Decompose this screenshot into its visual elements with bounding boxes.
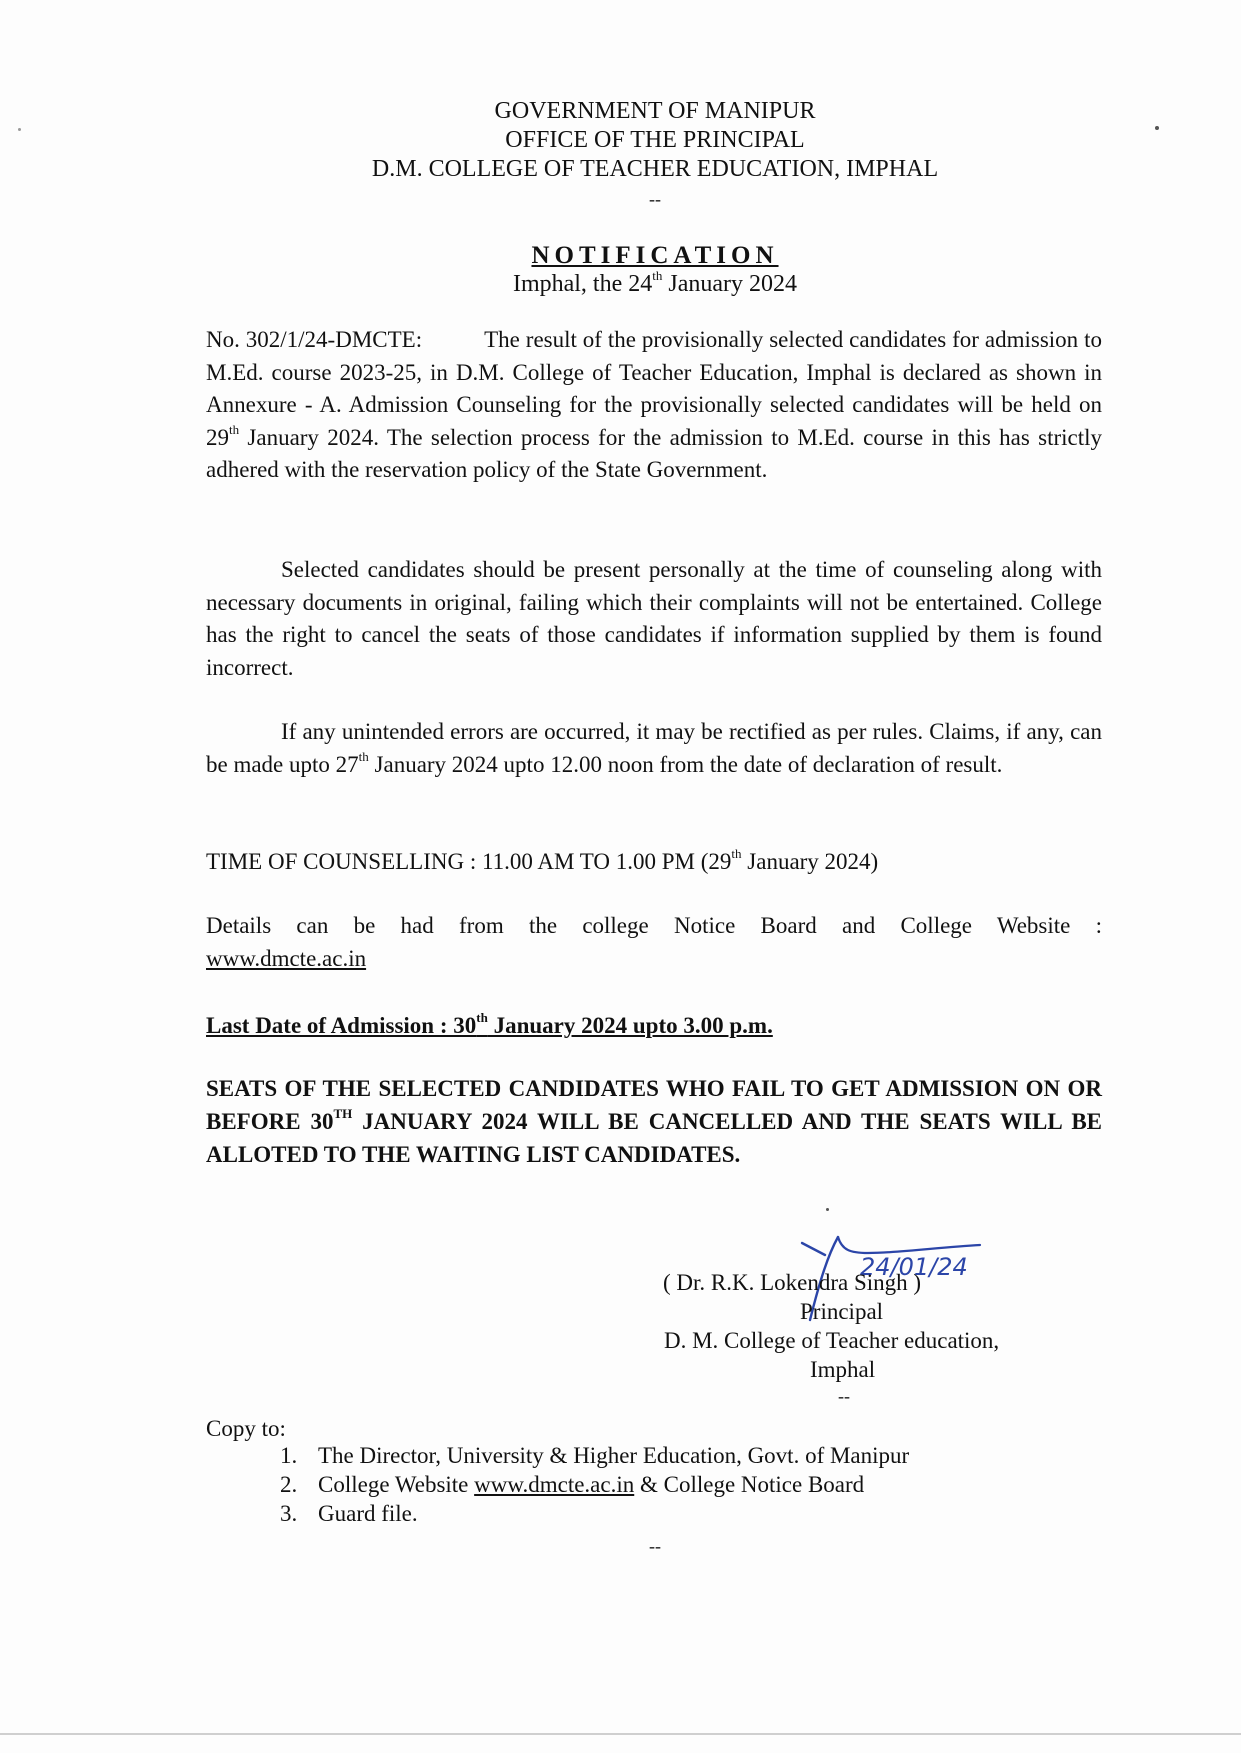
signature-date: 24/01/24 [860, 1253, 968, 1281]
list-item: 3. Guard file. [280, 1501, 418, 1526]
last-date-of-admission: Last Date of Admission : 30th January 2024 upto 3.00 p.m. [206, 1010, 773, 1038]
bottom-edge [0, 1733, 1241, 1735]
website-link[interactable]: www.dmcte.ac.in [474, 1472, 635, 1497]
reference-number: No. 302/1/24-DMCTE: [206, 327, 423, 352]
cancellation-warning: SEATS OF THE SELECTED CANDIDATES WHO FAIL TO GET ADMISSION ON OR BEFORE 30TH JANUARY 2024 WILL BE CANCELLED AND THE SEATS WILL BE ALLOTED TO THE WAITING LIST CANDIDATES. [206, 1076, 1102, 1167]
paragraph-result: No. 302/1/24-DMCTE: The result of the provisionally selected candidates for admission to M.Ed. course 2023-25, in D.M. College of Teacher Education, Imphal is declared as shown in Annexure - A. Admission Counseling for the provisionally selected candidates will be held on 29th January 2024. The selection process for the admission to M.Ed. course in this has strictly adhered with the reservation policy of the State Government. [206, 327, 1102, 482]
signatory-designation: Principal [800, 1299, 884, 1324]
paragraph-selected-candidates: Selected candidates should be present personally at the time of counseling along with necessary documents in original, failing which their complaints will not be entertained. College has the right to cancel the seats of those candidates if information supplied by them is found incorrect. [206, 557, 1102, 680]
details-line: Details can be had from the college Notice Board and College Website : [206, 913, 1102, 938]
signatory-college: D. M. College of Teacher education, [664, 1328, 1000, 1353]
header-government: GOVERNMENT OF MANIPUR [494, 98, 816, 124]
scan-speck [826, 1208, 829, 1211]
scan-speck [1155, 126, 1159, 130]
counselling-time: TIME OF COUNSELLING : 11.00 AM TO 1.00 PM (29th January 2024) [206, 846, 879, 874]
notification-title: NOTIFICATION [531, 242, 779, 269]
list-item: 1. The Director, University & Higher Education, Govt. of Manipur [280, 1443, 910, 1468]
notification-date: Imphal, the 24th January 2024 [512, 268, 798, 297]
header-dash: -- [649, 189, 661, 209]
header-office: OFFICE OF THE PRINCIPAL [505, 127, 805, 153]
signatory-name: ( Dr. R.K. Lokendra Singh ) [663, 1270, 922, 1295]
copy-to-list [280, 1441, 909, 1528]
footer-dash: -- [649, 1536, 661, 1556]
signatory-place: Imphal [810, 1357, 876, 1382]
signature-dash: -- [838, 1386, 850, 1406]
copy-to-label: Copy to: [206, 1416, 286, 1441]
website-link[interactable]: www.dmcte.ac.in [206, 946, 367, 971]
scan-speck [18, 128, 21, 131]
list-item: 2. College Website www.dmcte.ac.in & College Notice Board [280, 1472, 865, 1497]
paragraph-claims: If any unintended errors are occurred, it may be rectified as per rules. Claims, if any, can be made upto 27th January 2024 upto 12.00 noon from the date of declaration of result. [206, 719, 1102, 777]
header-college: D.M. COLLEGE OF TEACHER EDUCATION, IMPHAL [371, 156, 939, 182]
